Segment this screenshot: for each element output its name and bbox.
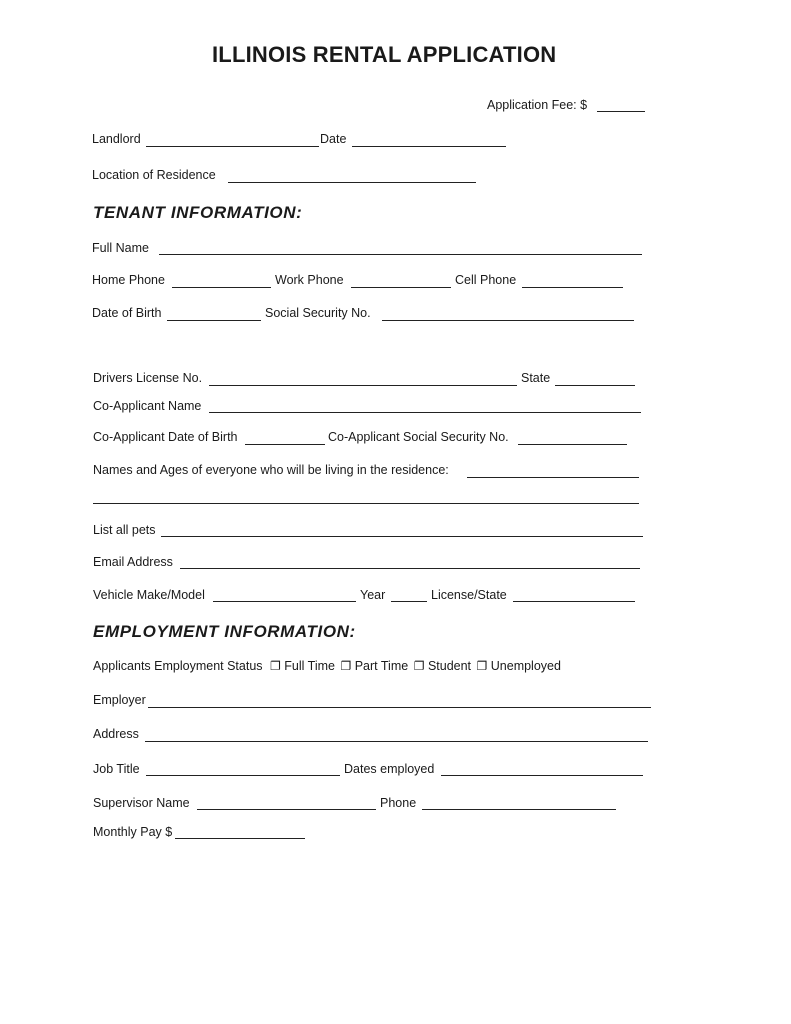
checkbox-full-time[interactable]: ❐ — [270, 659, 281, 673]
year-label: Year — [360, 588, 386, 602]
vehicle-label: Vehicle Make/Model — [93, 588, 205, 602]
dates-employed-label: Dates employed — [344, 762, 435, 776]
landlord-field[interactable] — [146, 146, 319, 147]
employment-information-heading: EMPLOYMENT INFORMATION: — [93, 622, 356, 641]
tenant-information-heading: TENANT INFORMATION: — [93, 203, 303, 222]
state-label: State — [521, 371, 551, 385]
employment-status-label: Applicants Employment Status — [93, 659, 263, 673]
job-title-field[interactable] — [146, 775, 340, 776]
location-of-residence-field[interactable] — [228, 182, 476, 183]
co-applicant-name-field[interactable] — [209, 412, 641, 413]
pets-label: List all pets — [93, 523, 156, 537]
drivers-license-label: Drivers License No. — [93, 371, 203, 385]
supervisor-name-label: Supervisor Name — [93, 796, 190, 810]
email-label: Email Address — [93, 555, 173, 569]
address-label: Address — [93, 727, 139, 741]
co-applicant-ssn-label: Co-Applicant Social Security No. — [328, 430, 509, 444]
cell-phone-field[interactable] — [522, 287, 623, 288]
option-unemployed-label: Unemployed — [490, 659, 561, 673]
cell-phone-label: Cell Phone — [455, 273, 517, 287]
names-ages-field-continued[interactable] — [93, 503, 639, 504]
license-state-label: License/State — [431, 588, 507, 602]
checkbox-part-time[interactable]: ❐ — [340, 659, 352, 673]
full-name-label: Full Name — [92, 241, 149, 255]
landlord-label: Landlord — [92, 132, 141, 146]
vehicle-field[interactable] — [213, 601, 356, 602]
license-state-field[interactable] — [513, 601, 635, 602]
supervisor-name-field[interactable] — [197, 809, 376, 810]
date-of-birth-label: Date of Birth — [92, 306, 162, 320]
drivers-license-field[interactable] — [209, 385, 517, 386]
option-part-time-label: Part Time — [354, 659, 409, 673]
work-phone-field[interactable] — [351, 287, 451, 288]
full-name-field[interactable] — [159, 254, 642, 255]
names-ages-field[interactable] — [467, 477, 639, 478]
employer-label: Employer — [93, 693, 146, 707]
supervisor-phone-field[interactable] — [422, 809, 616, 810]
location-of-residence-label: Location of Residence — [92, 168, 216, 182]
email-field[interactable] — [180, 568, 640, 569]
names-ages-label: Names and Ages of everyone who will be living in the residence: — [93, 463, 449, 477]
dates-employed-field[interactable] — [441, 775, 643, 776]
option-full-time-label: Full Time — [284, 659, 335, 673]
date-of-birth-field[interactable] — [167, 320, 261, 321]
social-security-field[interactable] — [382, 320, 634, 321]
home-phone-label: Home Phone — [92, 273, 165, 287]
page-title: ILLINOIS RENTAL APPLICATION — [212, 42, 557, 67]
year-field[interactable] — [391, 601, 427, 602]
application-fee-field[interactable] — [597, 111, 645, 112]
social-security-label: Social Security No. — [265, 306, 371, 320]
checkbox-student[interactable]: ❐ — [413, 659, 425, 673]
checkbox-unemployed[interactable]: ❐ — [476, 659, 488, 673]
date-field[interactable] — [352, 146, 506, 147]
application-fee-label: Application Fee: $ — [487, 98, 588, 112]
co-applicant-dob-label: Co-Applicant Date of Birth — [93, 430, 238, 444]
monthly-pay-label: Monthly Pay $ — [93, 825, 173, 839]
option-student-label: Student — [427, 659, 472, 673]
employer-field[interactable] — [148, 707, 651, 708]
employment-status-row — [93, 659, 561, 674]
address-field[interactable] — [145, 741, 648, 742]
monthly-pay-field[interactable] — [175, 838, 305, 839]
co-applicant-ssn-field[interactable] — [518, 444, 627, 445]
supervisor-phone-label: Phone — [380, 796, 417, 810]
work-phone-label: Work Phone — [275, 273, 344, 287]
job-title-label: Job Title — [93, 762, 140, 776]
co-applicant-name-label: Co-Applicant Name — [93, 399, 202, 413]
date-label: Date — [320, 132, 347, 146]
co-applicant-dob-field[interactable] — [245, 444, 325, 445]
state-field[interactable] — [555, 385, 635, 386]
home-phone-field[interactable] — [172, 287, 271, 288]
pets-field[interactable] — [161, 536, 643, 537]
